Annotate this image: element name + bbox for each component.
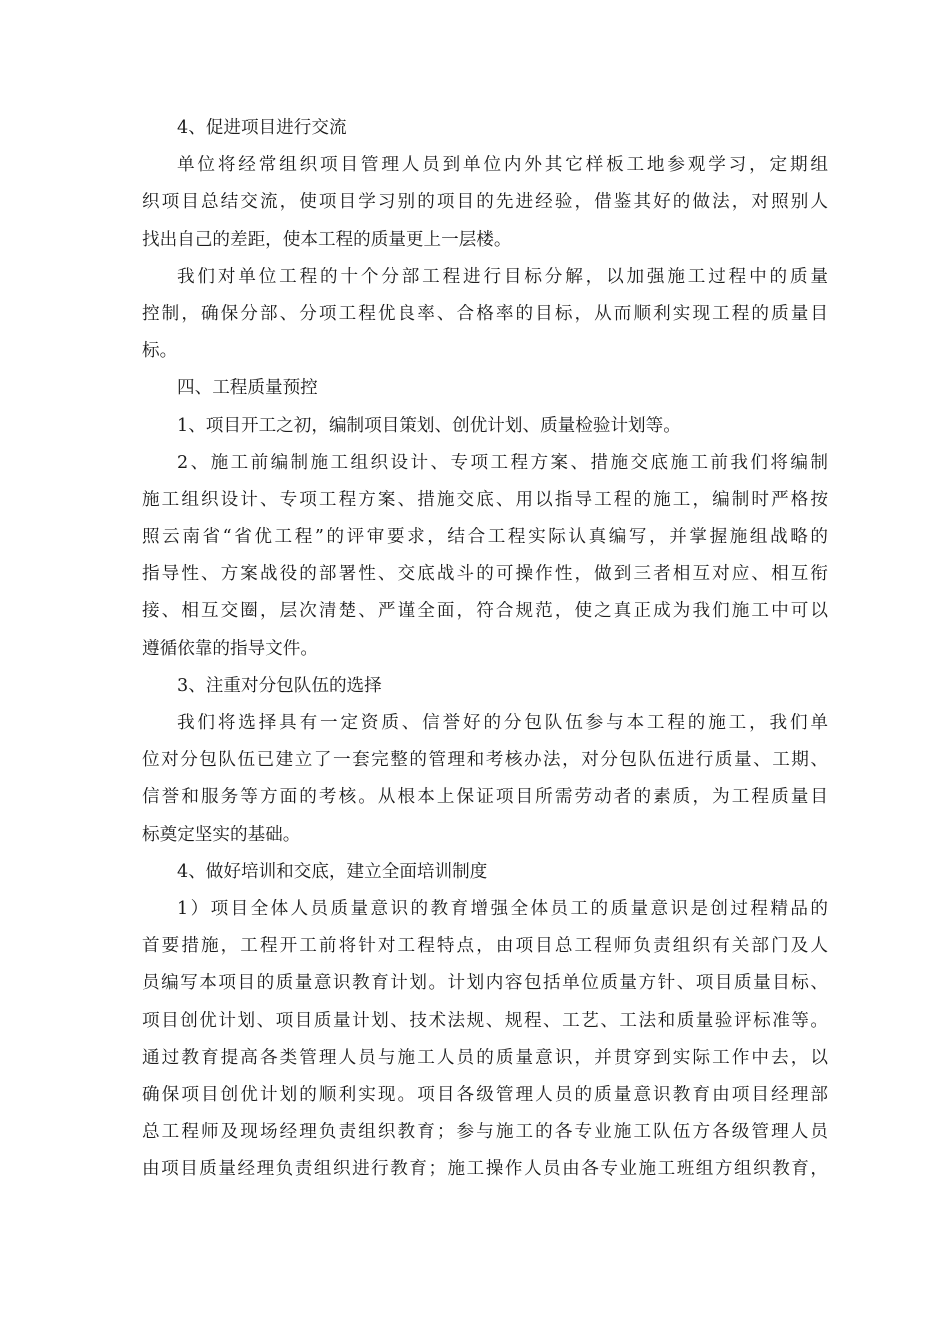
text-line: 1、项目开工之初，编制项目策划、创优计划、质量检验计划等。	[177, 415, 681, 436]
text-line: 1）项目全体人员质量意识的教育增强全体员工的质量意识是创过程精品的	[177, 898, 828, 919]
text-line: 控制，确保分部、分项工程优良率、合格率的目标，从而顺利实现工程的质量目	[142, 303, 828, 324]
text-line: 4、促进项目进行交流	[177, 118, 347, 138]
text-line: 信誉和服务等方面的考核。从根本上保证项目所需劳动者的素质，为工程质量目	[142, 787, 828, 808]
text-line: 标奠定坚实的基础。	[142, 824, 301, 845]
text-line: 找出自己的差距，使本工程的质量更上一层楼。	[142, 229, 512, 250]
text-line: 标。	[142, 341, 178, 362]
text-line: 总工程师及现场经理负责组织教育；参与施工的各专业施工队伍方各级管理人员	[142, 1122, 828, 1143]
text-line: 我们将选择具有一定资质、信誉好的分包队伍参与本工程的施工，我们单	[177, 713, 828, 733]
text-line: 确保项目创优计划的顺利实现。项目各级管理人员的质量意识教育由项目经理部	[142, 1084, 828, 1105]
text-line: 位对分包队伍已建立了一套完整的管理和考核办法，对分包队伍进行质量、工期、	[142, 750, 828, 771]
text-line: 首要措施，工程开工前将针对工程特点，由项目总工程师负责组织有关部门及人	[142, 936, 828, 957]
text-line: 由项目质量经理负责组织进行教育；施工操作人员由各专业施工班组方组织教育，	[142, 1159, 828, 1180]
text-line: 指导性、方案战役的部署性、交底战斗的可操作性，做到三者相互对应、相互衔	[142, 564, 828, 585]
text-line: 四、工程质量预控	[177, 378, 318, 399]
text-line: 织项目总结交流，使项目学习别的项目的先进经验，借鉴其好的做法，对照别人	[142, 192, 828, 213]
document-page	[142, 110, 828, 1188]
text-line: 员编写本项目的质量意识教育计划。计划内容包括单位质量方针、项目质量目标、	[142, 973, 828, 994]
text-line: 4、做好培训和交底，建立全面培训制度	[177, 861, 488, 882]
text-line: 项目创优计划、项目质量计划、技术法规、规程、工艺、工法和质量验评标准等。	[142, 1010, 828, 1031]
text-line: 单位将经常组织项目管理人员到单位内外其它样板工地参观学习，定期组	[177, 155, 828, 176]
text-line: 遵循依靠的指导文件。	[142, 638, 318, 659]
text-line: 3、注重对分包队伍的选择	[177, 675, 382, 696]
text-line: 我们对单位工程的十个分部工程进行目标分解，以加强施工过程中的质量	[177, 266, 828, 287]
text-line: 2、施工前编制施工组织设计、专项工程方案、措施交底施工前我们将编制	[177, 452, 828, 473]
text-line: 照云南省“省优工程”的评审要求，结合工程实际认真编写，并掌握施组战略的	[142, 527, 828, 548]
text-line: 通过教育提高各类管理人员与施工人员的质量意识，并贯穿到实际工作中去，以	[142, 1047, 828, 1068]
text-line: 施工组织设计、专项工程方案、措施交底、用以指导工程的施工，编制时严格按	[142, 489, 828, 510]
text-line: 接、相互交圈，层次清楚、严谨全面，符合规范，使之真正成为我们施工中可以	[142, 601, 828, 622]
